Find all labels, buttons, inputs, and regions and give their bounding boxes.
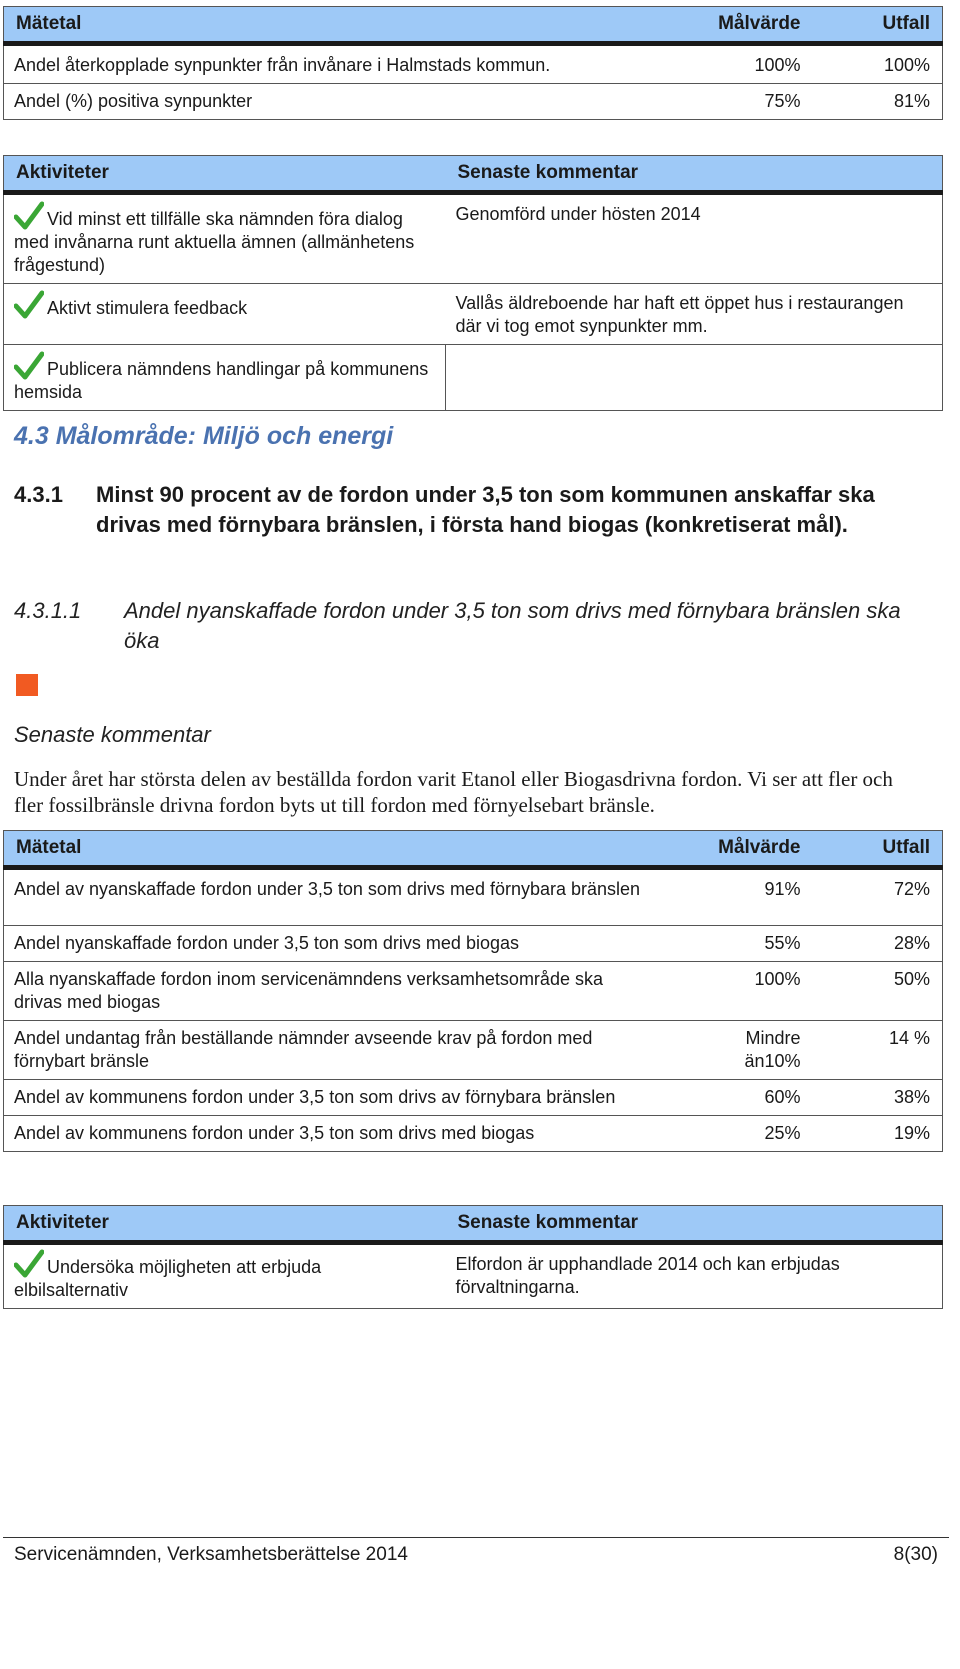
- metric-label: Andel av kommunens fordon under 3,5 ton som drivs med biogas: [4, 1116, 663, 1152]
- comment-cell: [446, 345, 943, 411]
- checkmark-icon: [14, 1249, 44, 1279]
- activities-table-1: [3, 155, 943, 411]
- table-row: [4, 926, 943, 962]
- comment-text: Under året har största delen av beställda fordon varit Etanol eller Biogasdrivna fordon. Vi ser att fler och fler fossilbränsle drivna fordon byts ut till fordon med förnyelsebart bränsle.: [14, 767, 893, 817]
- comment-cell: Genomförd under hösten 2014: [455, 204, 701, 224]
- metric-outcome: 81%: [813, 84, 943, 120]
- activity-text: Publicera nämndens handlingar på kommunens hemsida: [14, 359, 429, 402]
- metric-outcome: 38%: [813, 1080, 943, 1116]
- subgoal-text: Andel nyanskaffade fordon under 3,5 ton som drivs med förnybara bränslen ska öka: [124, 598, 901, 653]
- goal-text: Minst 90 procent av de fordon under 3,5 ton som kommunen anskaffar ska drivas med förnybara bränslen, i första hand biogas (konkretiserat mål).: [96, 482, 875, 537]
- section-title: 4.3 Målområde: Miljö och energi: [14, 422, 394, 450]
- metric-label: Andel återkopplade synpunkter från invånare i Halmstads kommun.: [14, 55, 551, 75]
- metric-label: Andel av nyanskaffade fordon under 3,5 ton som drivs med förnybara bränslen: [14, 879, 641, 899]
- metric-target: 100%: [663, 962, 813, 1021]
- metric-label: Andel nyanskaffade fordon under 3,5 ton som drivs med biogas: [4, 926, 663, 962]
- activities-table-2: [3, 1205, 943, 1309]
- checkmark-icon: [14, 351, 44, 381]
- header-comment: Senaste kommentar: [446, 156, 943, 193]
- table-row: [4, 1116, 943, 1152]
- table-header-row: [4, 156, 943, 193]
- table-row: [4, 193, 943, 284]
- metric-outcome: 100%: [883, 55, 930, 75]
- comment-cell: Elfordon är upphandlade 2014 och kan erbjudas förvaltningarna.: [455, 1254, 840, 1297]
- table-row: [4, 962, 943, 1021]
- activity-cell: [4, 193, 446, 284]
- metric-target: 75%: [663, 84, 813, 120]
- header-comment: Senaste kommentar: [446, 1206, 943, 1243]
- table-row: [4, 345, 943, 411]
- metric-target: 91%: [764, 879, 801, 899]
- activity-cell: [4, 345, 446, 411]
- activity-text: Undersöka möjligheten att erbjuda elbilsalternativ: [14, 1257, 322, 1300]
- goal-number: 4.3.1: [14, 482, 63, 507]
- page-number: 8(30): [893, 1544, 938, 1565]
- activity-cell: [4, 1243, 446, 1309]
- metric-target: [663, 1021, 813, 1080]
- checkmark-icon: [14, 290, 44, 320]
- metric-target-text: Mindre än10%: [744, 1028, 801, 1071]
- metric-outcome: 72%: [893, 879, 930, 899]
- header-metric: Mätetal: [4, 831, 663, 868]
- metric-outcome: 50%: [813, 962, 943, 1021]
- activity-text: Aktivt stimulera feedback: [47, 298, 248, 318]
- header-activity: Aktiviteter: [4, 156, 446, 193]
- table-row: [4, 44, 943, 84]
- table-row: [4, 284, 943, 345]
- header-metric: Mätetal: [4, 7, 663, 44]
- metric-outcome: 14 %: [813, 1021, 943, 1080]
- metric-target: 25%: [663, 1116, 813, 1152]
- metric-label: Andel (%) positiva synpunkter: [4, 84, 663, 120]
- metric-label: Alla nyanskaffade fordon inom servicenämndens verksamhetsområde ska drivas med biogas: [4, 962, 663, 1021]
- subgoal-number: 4.3.1.1: [14, 598, 82, 623]
- metric-target: 100%: [754, 55, 801, 75]
- header-outcome: Utfall: [813, 831, 943, 868]
- table-row: [4, 1021, 943, 1080]
- metric-target: 55%: [663, 926, 813, 962]
- checkmark-icon: [14, 201, 44, 231]
- activity-cell: [4, 284, 446, 345]
- table-row: [4, 84, 943, 120]
- header-activity: Aktiviteter: [4, 1206, 446, 1243]
- status-indicator: [16, 674, 38, 696]
- metric-label: Andel av kommunens fordon under 3,5 ton som drivs av förnybara bränslen: [4, 1080, 663, 1116]
- metric-outcome: 28%: [813, 926, 943, 962]
- table-row: [4, 868, 943, 926]
- table-header-row: [4, 7, 943, 44]
- header-target: Målvärde: [663, 831, 813, 868]
- footer-title: Servicenämnden, Verksamhetsberättelse 2014: [14, 1544, 408, 1565]
- header-target: Målvärde: [663, 7, 813, 44]
- comment-cell: Vallås äldreboende har haft ett öppet hus i restaurangen där vi tog emot synpunkter mm.: [446, 284, 943, 345]
- metric-outcome: 19%: [813, 1116, 943, 1152]
- table-header-row: [4, 1206, 943, 1243]
- footer-divider: [3, 1537, 949, 1538]
- header-outcome: Utfall: [813, 7, 943, 44]
- metrics-table-1: [3, 6, 943, 120]
- metrics-table-2: [3, 830, 943, 1152]
- table-header-row: [4, 831, 943, 868]
- table-row: [4, 1243, 943, 1309]
- activity-text: Vid minst ett tillfälle ska nämnden föra dialog med invånarna runt aktuella ämnen (allmänhetens frågestund): [14, 209, 415, 275]
- table-row: [4, 1080, 943, 1116]
- metric-label: Andel undantag från beställande nämnder avseende krav på fordon med förnybart bränsle: [4, 1021, 663, 1080]
- metric-target: 60%: [663, 1080, 813, 1116]
- comment-heading: Senaste kommentar: [14, 722, 211, 747]
